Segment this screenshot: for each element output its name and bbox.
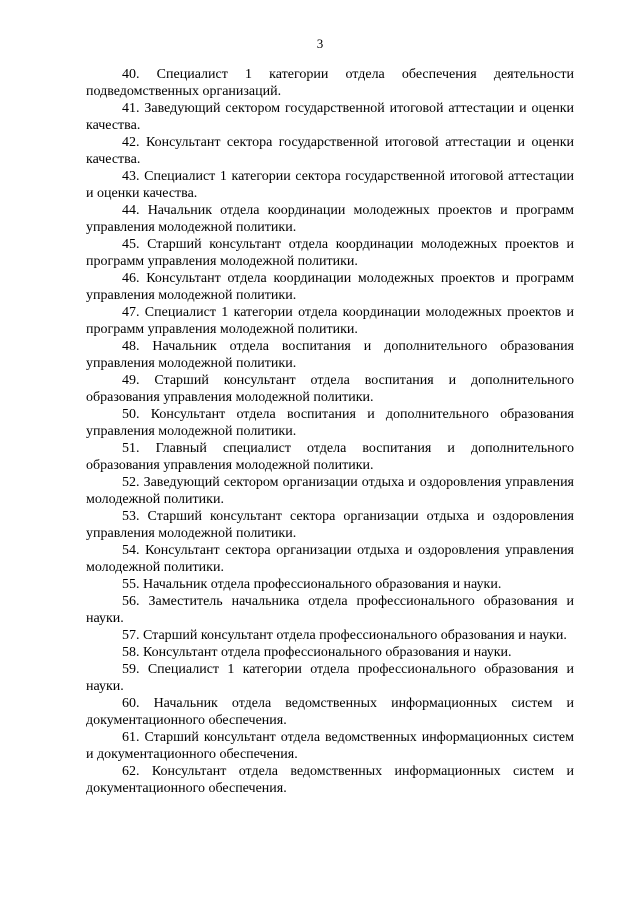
list-item: 62. Консультант отдела ведомственных информационных систем и документационного обеспечения. <box>86 764 574 796</box>
list-item: 45. Старший консультант отдела координации молодежных проектов и программ управления молодежной политики. <box>86 237 574 269</box>
list-item: 44. Начальник отдела координации молодежных проектов и программ управления молодежной политики. <box>86 203 574 235</box>
list-item: 47. Специалист 1 категории отдела координации молодежных проектов и программ управления молодежной политики. <box>86 305 574 337</box>
list-item: 50. Консультант отдела воспитания и дополнительного образования управления молодежной политики. <box>86 407 574 439</box>
list-item: 46. Консультант отдела координации молодежных проектов и программ управления молодежной политики. <box>86 271 574 303</box>
list-item: 52. Заведующий сектором организации отдыха и оздоровления управления молодежной политики. <box>86 475 574 507</box>
list-item: 61. Старший консультант отдела ведомственных информационных систем и документационного обеспечения. <box>86 730 574 762</box>
list-item: 49. Старший консультант отдела воспитания и дополнительного образования управления молодежной политики. <box>86 373 574 405</box>
list-item: 48. Начальник отдела воспитания и дополнительного образования управления молодежной политики. <box>86 339 574 371</box>
list-item: 55. Начальник отдела профессионального образования и науки. <box>122 577 502 592</box>
list-item: 43. Специалист 1 категории сектора государственной итоговой аттестации и оценки качества. <box>86 169 574 201</box>
list-item: 58. Консультант отдела профессионального образования и науки. <box>122 645 512 660</box>
list-item: 60. Начальник отдела ведомственных информационных систем и документационного обеспечения. <box>86 696 574 728</box>
list-item: 56. Заместитель начальника отдела профессионального образования и науки. <box>86 594 574 626</box>
list-item: 40. Специалист 1 категории отдела обеспечения деятельности подведомственных организаций. <box>86 67 574 99</box>
list-item: 57. Старший консультант отдела профессионального образования и науки. <box>122 628 567 643</box>
list-item: 41. Заведующий сектором государственной итоговой аттестации и оценки качества. <box>86 101 574 133</box>
list-item: 53. Старший консультант сектора организации отдыха и оздоровления управления молодежной политики. <box>86 509 574 541</box>
list-item: 42. Консультант сектора государственной итоговой аттестации и оценки качества. <box>86 135 574 167</box>
list-item: 59. Специалист 1 категории отдела профессионального образования и науки. <box>86 662 574 694</box>
list-item: 54. Консультант сектора организации отдыха и оздоровления управления молодежной политики. <box>86 543 574 575</box>
list-item: 51. Главный специалист отдела воспитания и дополнительного образования управления молодежной политики. <box>86 441 574 473</box>
document-body <box>86 66 574 797</box>
page-number: 3 <box>316 36 324 51</box>
